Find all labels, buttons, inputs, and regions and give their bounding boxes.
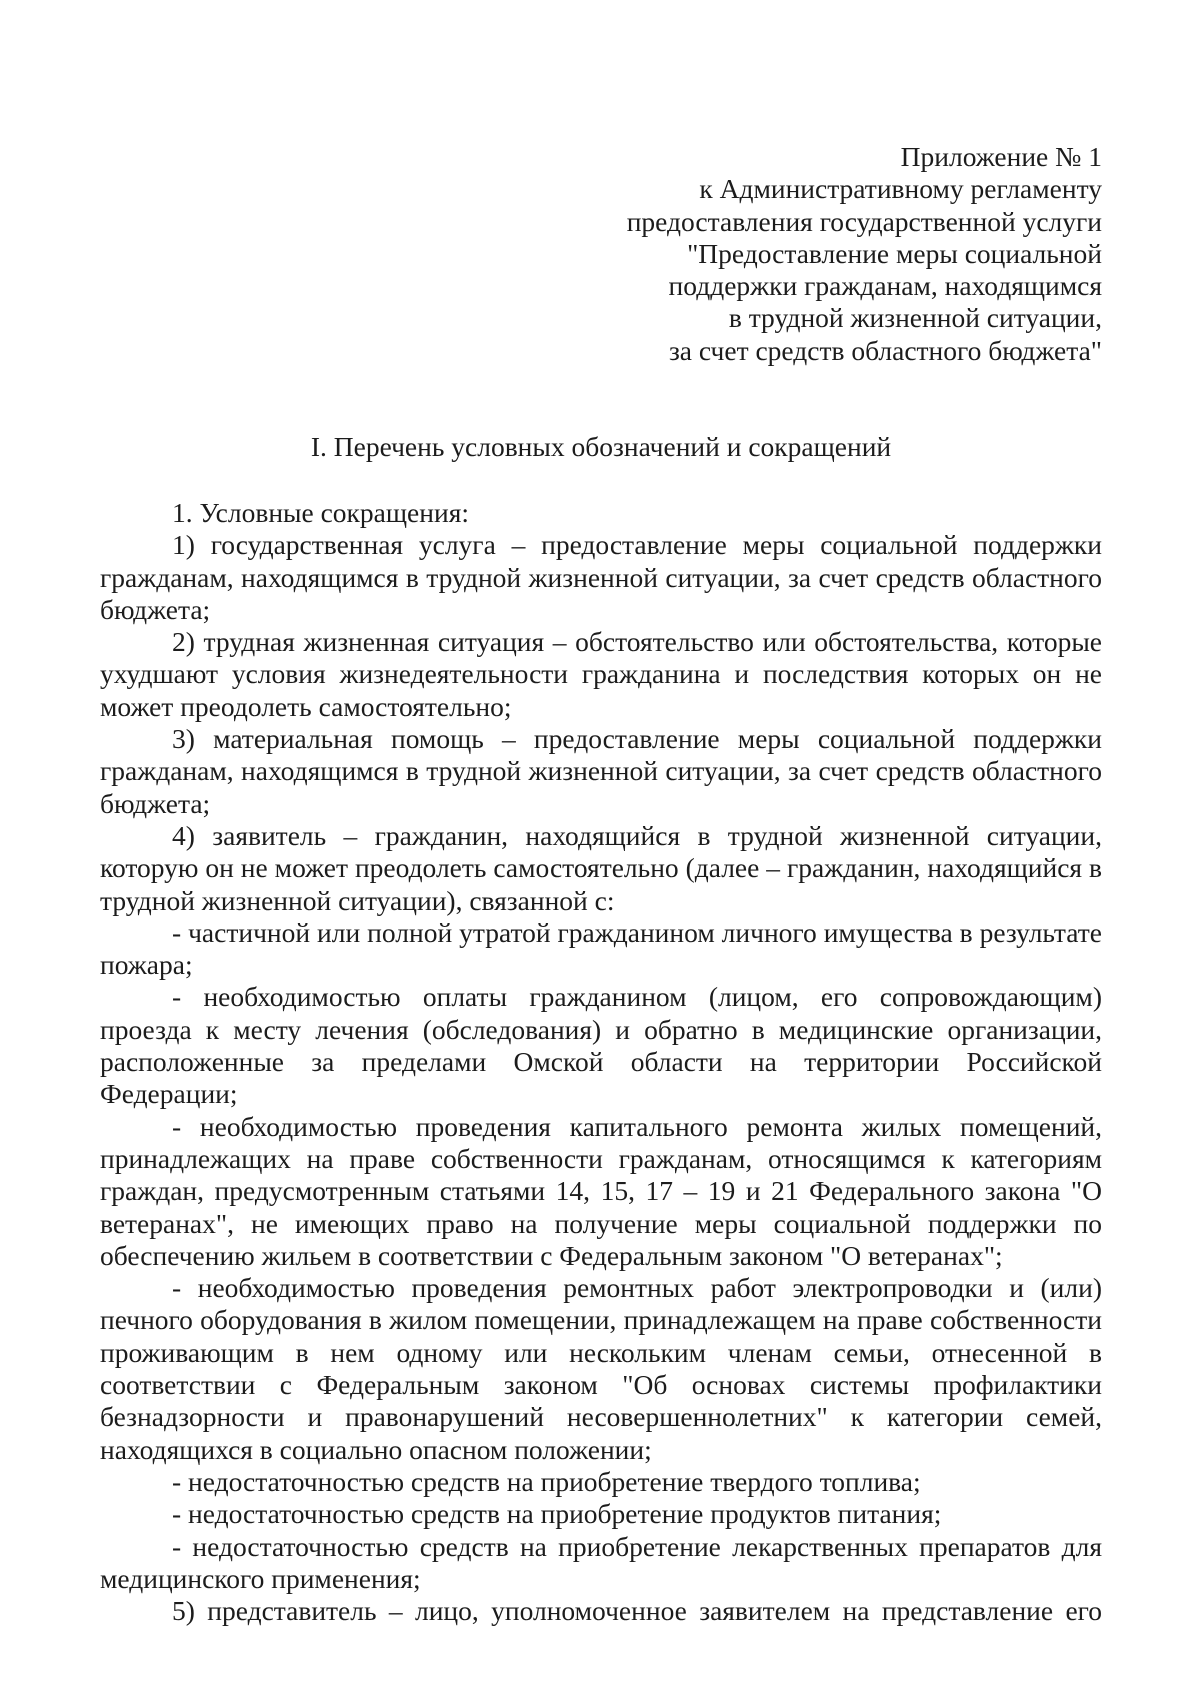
appendix-line: за счет средств областного бюджета" — [668, 334, 1102, 366]
definition-item: 1) государственная услуга – предоставление меры социальной поддержки гражданам, находящимся в трудной жизненной ситуации, за счет средств областного бюджета; — [100, 529, 1102, 625]
definition-item: 2) трудная жизненная ситуация – обстоятельство или обстоятельства, которые ухудшают условия жизнедеятельности гражданина и последствия которых он не может преодолеть самостоятельно; — [100, 626, 1102, 722]
subsection-title: 1. Условные сокращения: — [172, 497, 469, 528]
definition-item: 3) материальная помощь – предоставление меры социальной поддержки гражданам, находящимся в трудной жизненной ситуации, за счет средств областного бюджета; — [100, 723, 1102, 819]
list-item: - недостаточностью средств на приобретение продуктов питания; — [172, 1498, 942, 1530]
list-item: - необходимостью проведения ремонтных работ электропроводки и (или) печного оборудования в жилом помещении, принадлежащем на праве собственности проживающим в нем одному или нескольким членам семьи, отнесенной в соответствии с Федеральным законом "Об основах системы профилактики безнадзорности и правонарушений несовершеннолетних" к категории семей, находящихся в социально опасном положении; — [100, 1272, 1102, 1465]
list-item: - частичной или полной утратой гражданином личного имущества в результате пожара; — [100, 916, 1102, 981]
appendix-line: в трудной жизненной ситуации, — [728, 302, 1102, 334]
list-item: - необходимостью оплаты гражданином (лицом, его сопровождающим) проезда к месту лечения (обследования) и обратно в медицинские организации, расположенные за пределами Омской области на территории Российской Федерации; — [100, 981, 1102, 1110]
section-heading: I. Перечень условных обозначений и сокращений — [310, 431, 892, 462]
appendix-line: предоставления государственной услуги — [626, 205, 1102, 237]
section-body — [100, 497, 1102, 1627]
appendix-line: поддержки гражданам, находящимся — [668, 270, 1102, 302]
list-item: - необходимостью проведения капитального ремонта жилых помещений, принадлежащих на праве собственности гражданам, относящимся к категориям граждан, предусмотренным статьями 14, 15, 17 – 19 и 21 Федерального закона "О ветеранах", не имеющих право на получение меры социальной поддержки по обеспечению жильем в соответствии с Федеральным законом "О ветеранах"; — [100, 1110, 1102, 1271]
definition-item: 4) заявитель – гражданин, находящийся в трудной жизненной ситуации, которую он не может преодолеть самостоятельно (далее – гражданин, находящийся в трудной жизненной ситуации), связанной с: — [100, 819, 1102, 916]
appendix-line: "Предоставление меры социальной — [687, 237, 1102, 269]
list-item: - недостаточностью средств на приобретение твердого топлива; — [172, 1465, 921, 1497]
appendix-header — [462, 141, 1102, 367]
appendix-line: к Административному регламенту — [699, 173, 1102, 205]
appendix-line: Приложение № 1 — [900, 141, 1102, 172]
definition-item: 5) представитель – лицо, уполномоченное заявителем на представление его — [172, 1595, 1102, 1627]
list-item: - недостаточностью средств на приобретение лекарственных препаратов для медицинского применения; — [100, 1530, 1102, 1594]
